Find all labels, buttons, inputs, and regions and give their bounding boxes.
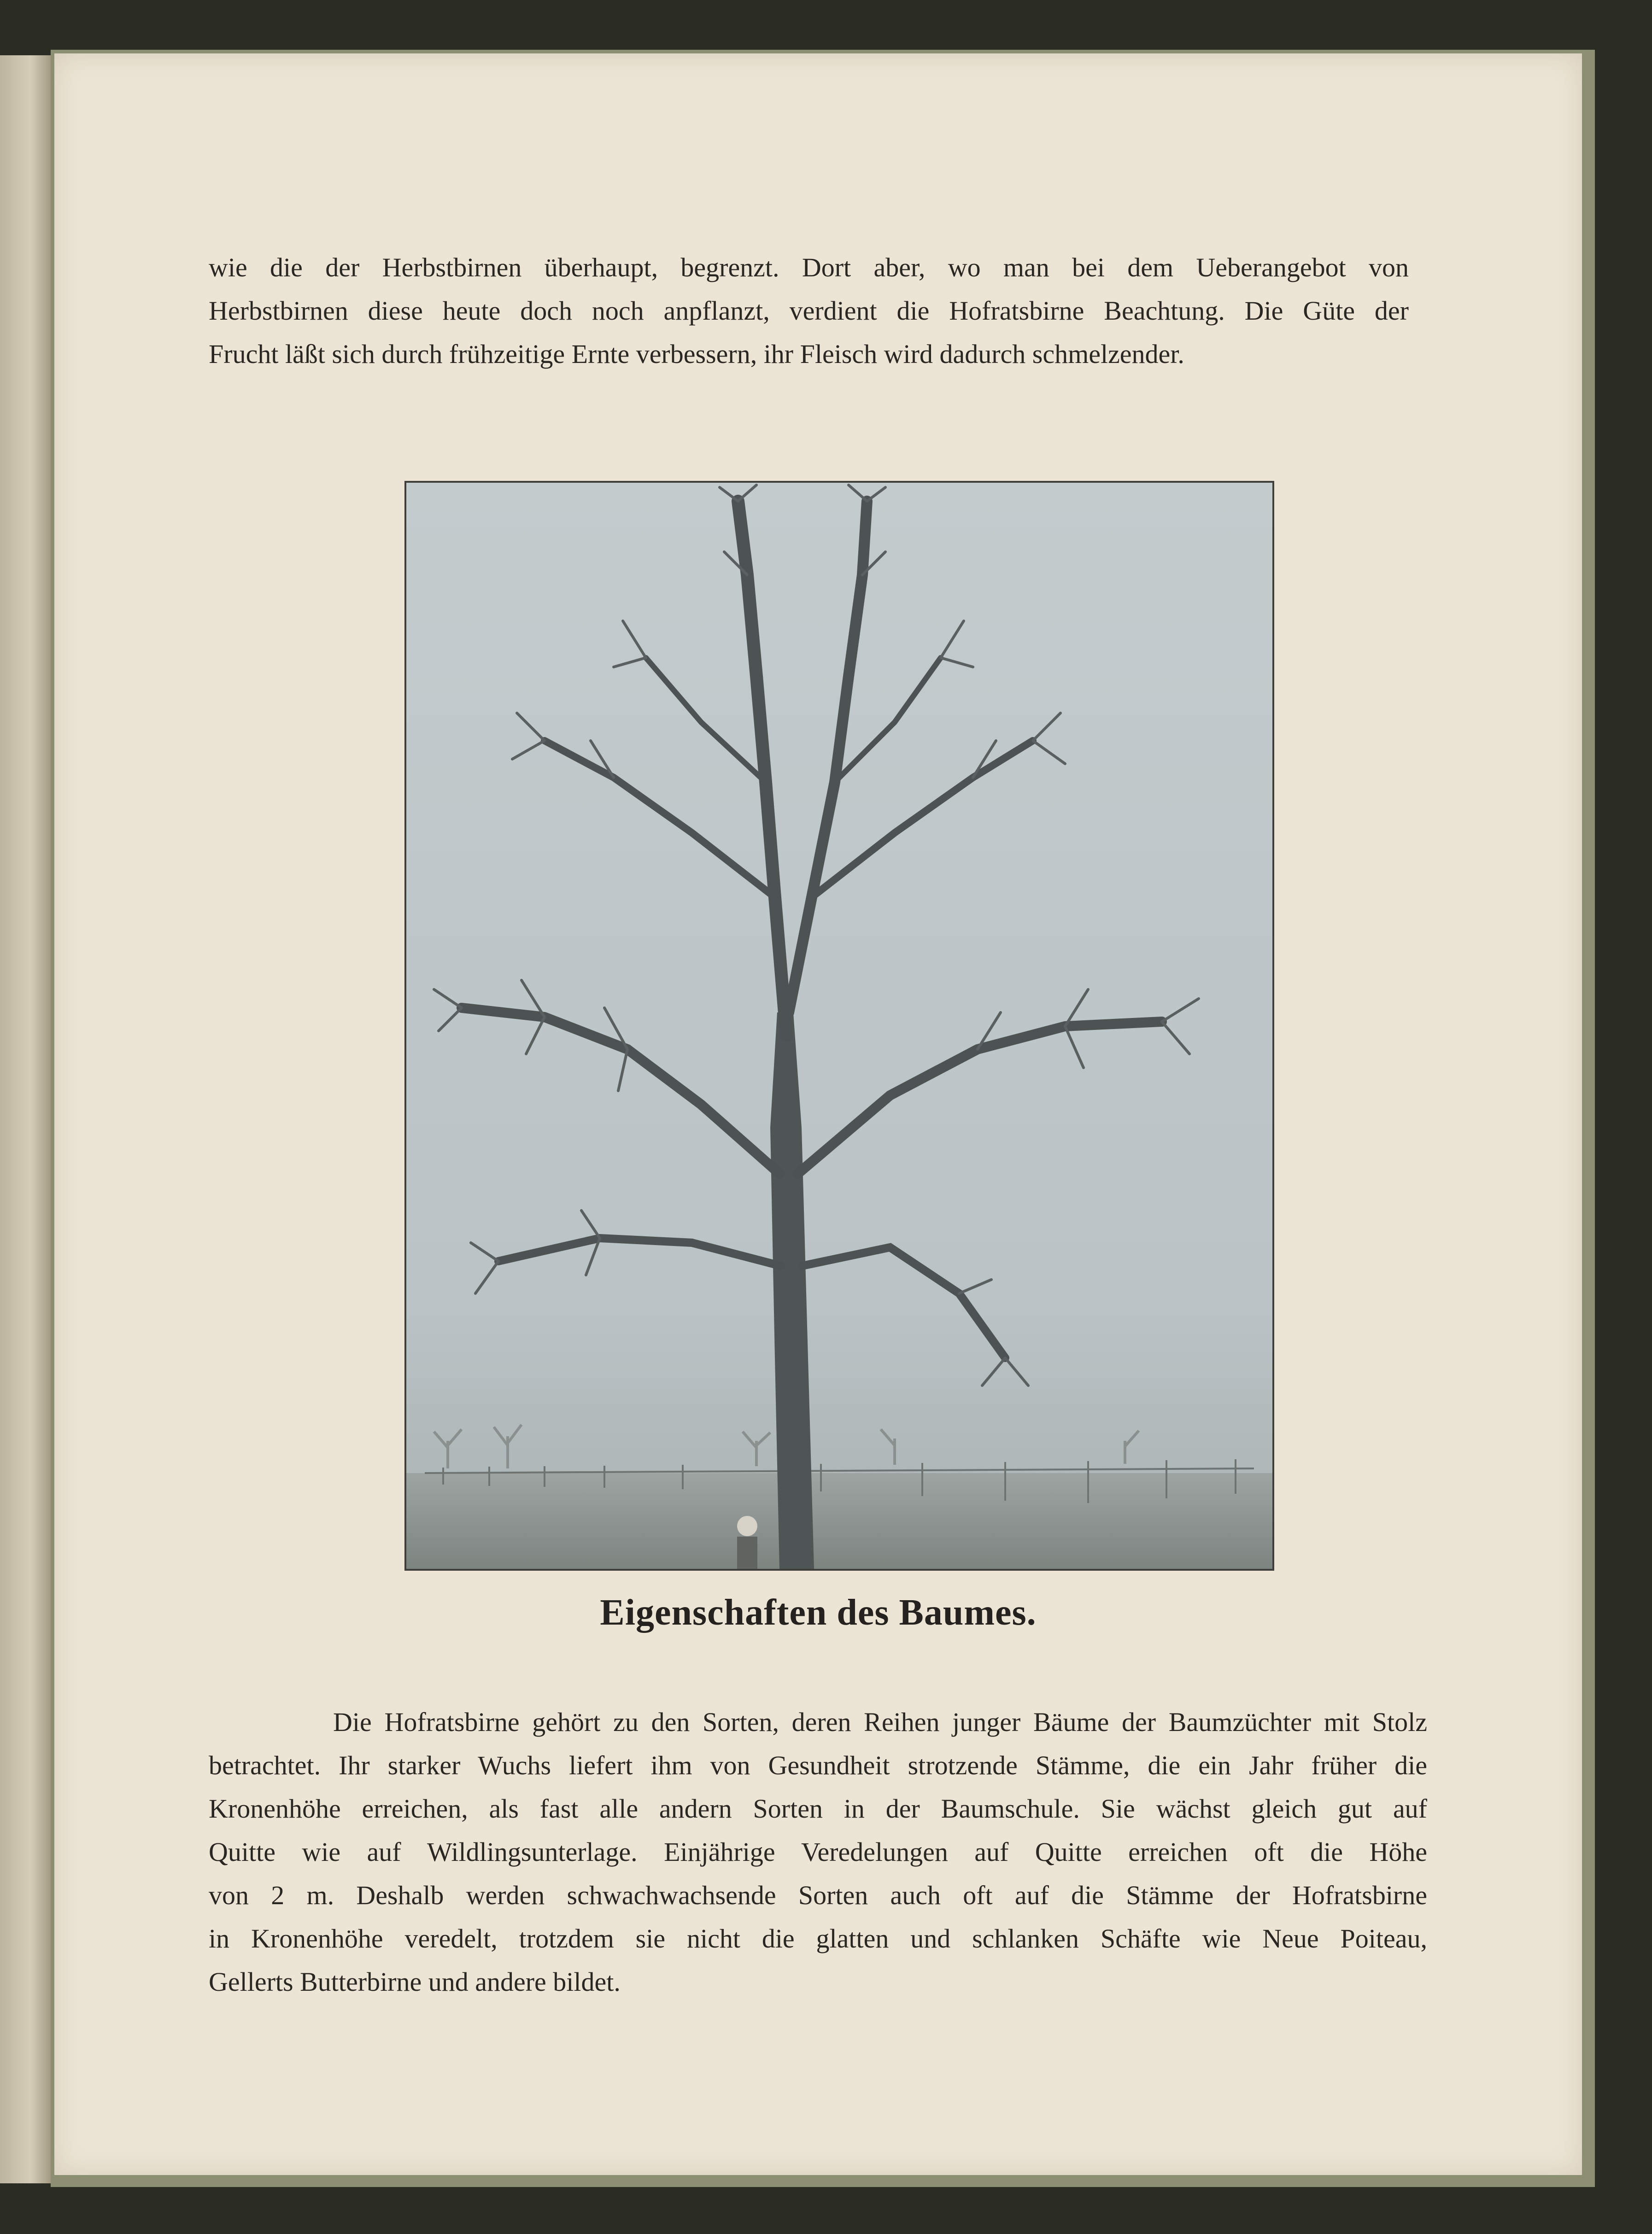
tree-photograph <box>404 481 1274 1571</box>
body-paragraph <box>209 1701 1427 2004</box>
body-line: betrachtet. Ihr starker Wuchs liefert ihm von Gesundheit strotzende Stämme, die ein Jahr früher die <box>209 1750 1427 1780</box>
book-page <box>54 53 1582 2175</box>
body-line: in Kronenhöhe veredelt, trotzdem sie nicht die glatten und schlanken Schäfte wie Neue Poiteau, <box>209 1924 1427 1953</box>
intro-paragraph <box>209 246 1409 376</box>
child-figure <box>737 1516 757 1569</box>
body-line: Gellerts Butterbirne und andere bildet. <box>209 1967 621 1997</box>
intro-line: Herbstbirnen diese heute doch noch anpflanzt, verdient die Hofratsbirne Beachtung. Die Güte der <box>209 296 1409 326</box>
intro-line: wie die der Herbstbirnen überhaupt, begrenzt. Dort aber, wo man bei dem Ueberangebot von <box>209 252 1409 282</box>
body-line: Quitte wie auf Wildlingsunterlage. Einjährige Veredelungen auf Quitte erreichen oft die Höhe <box>209 1837 1427 1867</box>
body-line: Kronenhöhe erreichen, als fast alle andern Sorten in der Baumschule. Sie wächst gleich gut auf <box>209 1794 1427 1824</box>
intro-line: Frucht läßt sich durch frühzeitige Ernte verbessern, ihr Fleisch wird dadurch schmelzender. <box>209 339 1184 369</box>
body-line: Die Hofratsbirne gehört zu den Sorten, deren Reihen junger Bäume der Baumzüchter mit Stolz <box>333 1707 1427 1737</box>
body-line: von 2 m. Deshalb werden schwachwachsende Sorten auch oft auf die Stämme der Hofratsbirne <box>209 1880 1427 1910</box>
section-heading: Eigenschaften des Baumes. <box>600 1592 1037 1633</box>
pear-tree-illustration <box>406 483 1272 1569</box>
facing-page-edge <box>0 55 51 2183</box>
